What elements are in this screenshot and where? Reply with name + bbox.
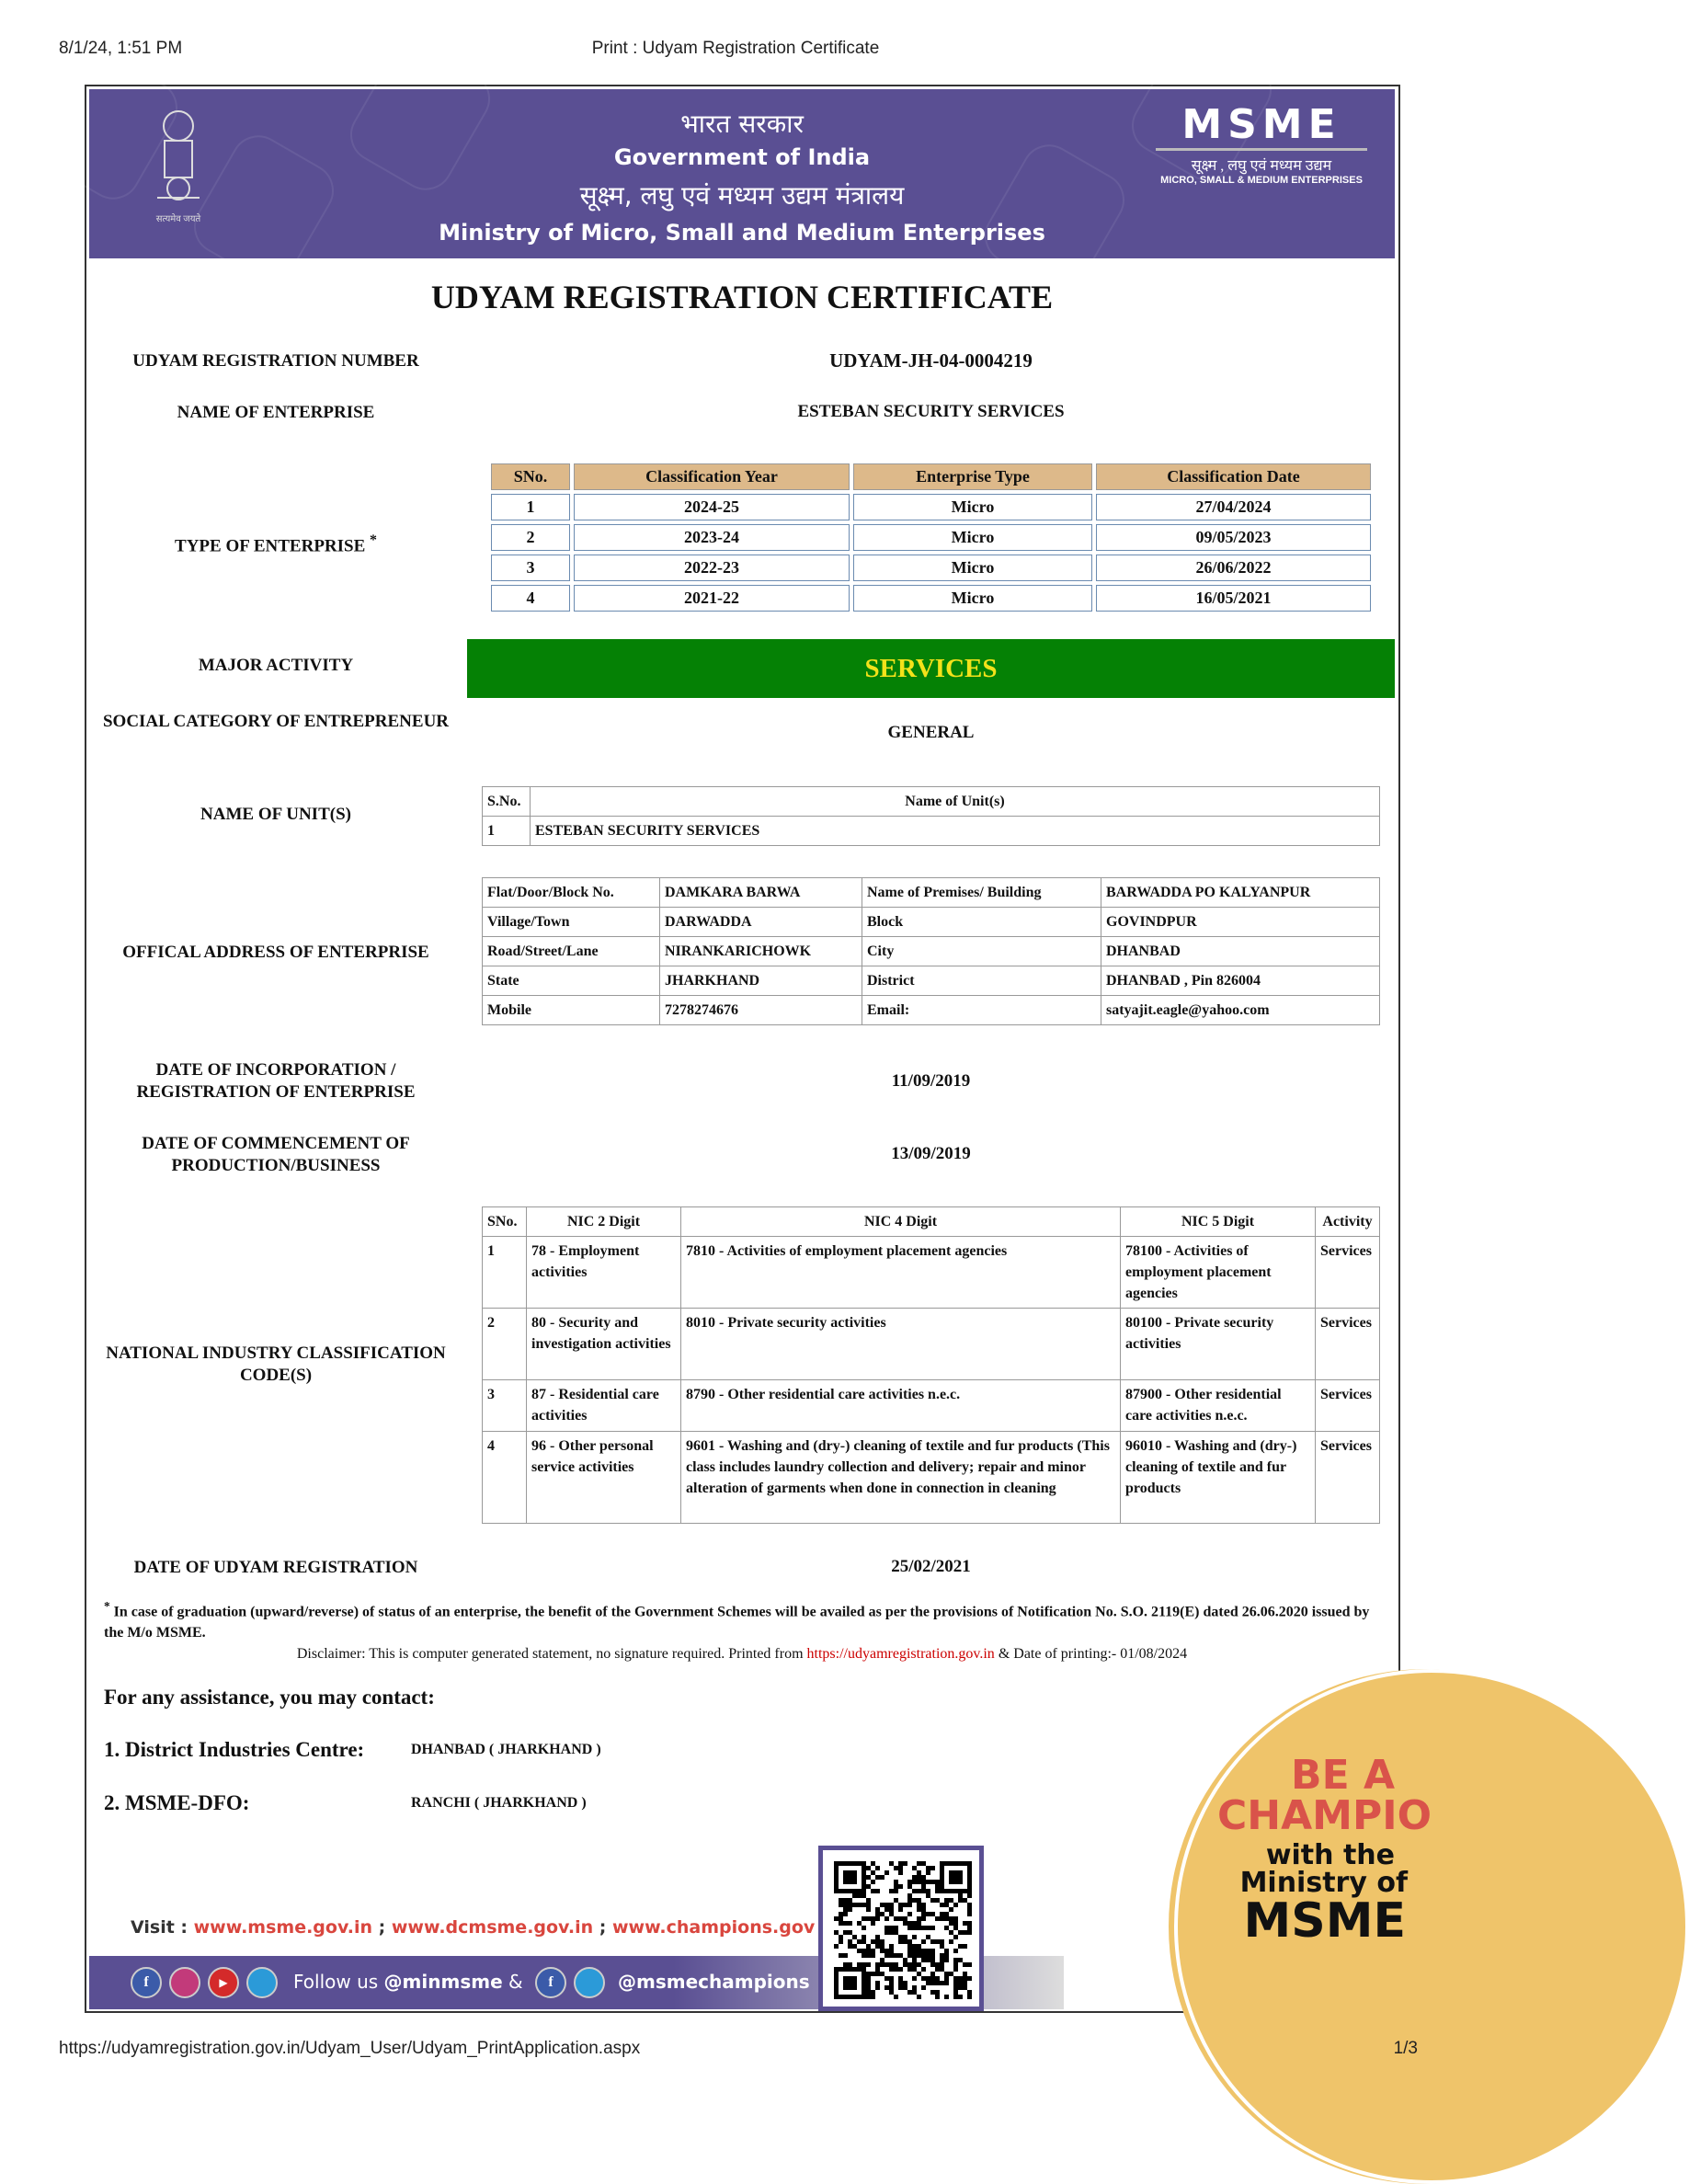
follow-label: Follow us	[293, 1971, 384, 1993]
cell: 87900 - Other residential care activities n.e.c.	[1121, 1380, 1316, 1432]
incorporation-label: DATE OF INCORPORATION / REGISTRATION OF ENTERPRISE	[136, 1060, 416, 1102]
cell: Micro	[853, 585, 1092, 612]
incorporation-date: 11/09/2019	[891, 1071, 971, 1091]
asterisk: *	[104, 1599, 110, 1613]
cell: Name of Premises/ Building	[862, 878, 1101, 908]
commencement-label: DATE OF COMMENCEMENT OF PRODUCTION/BUSINESS	[142, 1134, 410, 1175]
cell: Micro	[853, 494, 1092, 520]
cell: Email:	[862, 996, 1101, 1025]
dfo-label: 2. MSME-DFO:	[104, 1791, 250, 1814]
nic-table	[482, 1206, 1380, 1524]
cell: 78100 - Activities of employment placement agencies	[1121, 1237, 1316, 1309]
msme-link[interactable]: www.msme.gov.in	[193, 1917, 373, 1938]
champ-line: Ministry of	[1239, 1867, 1408, 1899]
cell: GOVINDPUR	[1101, 908, 1380, 937]
contact-heading: For any assistance, you may contact:	[104, 1686, 435, 1709]
enterprise-name-label: NAME OF ENTERPRISE	[177, 403, 375, 422]
cell: Services	[1316, 1380, 1380, 1432]
table-row	[483, 1309, 1380, 1380]
cell: satyajit.eagle@yahoo.com	[1101, 996, 1380, 1025]
dfo-value: RANCHI ( JHARKHAND )	[411, 1795, 587, 1811]
cell: 4	[483, 1432, 527, 1524]
reg-no-label: UDYAM REGISTRATION NUMBER	[132, 351, 419, 371]
cell: DHANBAD	[1101, 937, 1380, 966]
print-datetime: 8/1/24, 1:51 PM	[59, 39, 183, 58]
column-header: NIC 5 Digit	[1121, 1207, 1316, 1237]
major-activity-value: SERVICES	[467, 639, 1395, 698]
msme-logo	[1156, 102, 1367, 186]
units-table	[482, 786, 1380, 846]
ministry-name: Ministry of Micro, Small and Medium Enterprises	[439, 220, 1045, 246]
cell: District	[862, 966, 1101, 996]
visit-label: Visit :	[131, 1917, 194, 1938]
visit-links: Visit : www.msme.gov.in ; www.dcmsme.gov.in ; www.champions.gov	[131, 1917, 816, 1938]
cell: Block	[862, 908, 1101, 937]
amp: &	[502, 1971, 523, 1993]
cell: ESTEBAN SECURITY SERVICES	[531, 817, 1380, 846]
udyam-date-value: 25/02/2021	[891, 1557, 971, 1576]
reg-no-value: UDYAM-JH-04-0004219	[829, 349, 1033, 372]
cell: 96 - Other personal service activities	[527, 1432, 681, 1524]
header-banner	[89, 89, 1395, 258]
social-category-label: SOCIAL CATEGORY OF ENTREPRENEUR	[102, 712, 450, 731]
cell: 26/06/2022	[1096, 555, 1371, 581]
cell: 8010 - Private security activities	[681, 1309, 1121, 1380]
table-row	[491, 555, 1371, 581]
cell: DHANBAD , Pin 826004	[1101, 966, 1380, 996]
column-header: NIC 2 Digit	[527, 1207, 681, 1237]
cell: 2	[483, 1309, 527, 1380]
certificate-title: UDYAM REGISTRATION CERTIFICATE	[430, 279, 1054, 315]
dic-value: DHANBAD ( JHARKHAND )	[411, 1742, 601, 1757]
follow-us	[293, 1971, 523, 1993]
facebook-icon[interactable]: f	[535, 1967, 566, 1998]
cell: 1	[483, 1237, 527, 1309]
qr-code-icon	[834, 1861, 972, 1999]
hindi-ministry: सूक्ष्म, लघु एवं मध्यम उद्यम मंत्रालय	[579, 180, 905, 211]
type-label	[101, 530, 451, 557]
table-row	[491, 524, 1371, 551]
activity-label: MAJOR ACTIVITY	[198, 656, 354, 675]
footnote	[89, 1595, 1395, 1643]
table-header-row	[491, 463, 1371, 490]
twitter-icon[interactable]	[574, 1967, 605, 1998]
cell: 2	[491, 524, 570, 551]
cell: 27/04/2024	[1096, 494, 1371, 520]
instagram-icon[interactable]	[169, 1967, 200, 1998]
column-header: Name of Unit(s)	[531, 787, 1380, 817]
cell: 80 - Security and investigation activities	[527, 1309, 681, 1380]
cell: 78 - Employment activities	[527, 1237, 681, 1309]
cell: 9601 - Washing and (dry-) cleaning of textile and fur products (This class includes laundry collection and delivery; repair and minor alteration of garments when done in connection in cleaning	[681, 1432, 1121, 1524]
champ-line: with the	[1265, 1839, 1395, 1871]
udyam-date-label: DATE OF UDYAM REGISTRATION	[133, 1558, 418, 1577]
cell: BARWADDA PO KALYANPUR	[1101, 878, 1380, 908]
champions-link[interactable]: www.champions.gov	[611, 1917, 816, 1938]
cell: State	[483, 966, 660, 996]
handle-minmsme[interactable]: @minmsme	[383, 1971, 503, 1993]
cell: 09/05/2023	[1096, 524, 1371, 551]
handle-msmechampions[interactable]: @msmechampions	[618, 1971, 810, 1993]
address-label: OFFICAL ADDRESS OF ENTERPRISE	[122, 943, 429, 962]
emblem-motto: सत्यमेव जयते	[155, 214, 201, 224]
govt-of-india: Government of India	[613, 144, 871, 170]
table-row	[483, 1237, 1380, 1309]
cell: 80100 - Private security activities	[1121, 1309, 1316, 1380]
enterprise-name-value: ESTEBAN SECURITY SERVICES	[797, 402, 1065, 421]
units-label: NAME OF UNIT(S)	[200, 805, 351, 824]
cell: 2024-25	[574, 494, 850, 520]
table-row	[483, 817, 1380, 846]
print-title: Print : Udyam Registration Certificate	[591, 39, 880, 58]
disclaimer	[89, 1646, 1395, 1663]
type-label-text: TYPE OF ENTERPRISE	[175, 536, 366, 556]
cell: Services	[1316, 1432, 1380, 1524]
page-number: 1/3	[1393, 2039, 1418, 2058]
table-row	[491, 585, 1371, 612]
cell: 4	[491, 585, 570, 612]
cell: JHARKHAND	[660, 966, 862, 996]
cell: 7810 - Activities of employment placement agencies	[681, 1237, 1121, 1309]
youtube-icon[interactable]: ▶	[208, 1967, 239, 1998]
msme-logo-text: MSME	[1156, 102, 1367, 151]
champions-banner	[89, 1669, 1432, 2011]
cell: Flat/Door/Block No.	[483, 878, 660, 908]
table-row	[491, 494, 1371, 520]
table-row	[483, 1432, 1380, 1524]
table-row	[483, 937, 1380, 966]
cell: 2023-24	[574, 524, 850, 551]
cell: 96010 - Washing and (dry-) cleaning of textile and fur products	[1121, 1432, 1316, 1524]
cell: 87 - Residential care activities	[527, 1380, 681, 1432]
commencement-date: 13/09/2019	[891, 1144, 971, 1163]
cell: 16/05/2021	[1096, 585, 1371, 612]
column-header: Activity	[1316, 1207, 1380, 1237]
champ-line: BE A	[1291, 1752, 1395, 1799]
cell: Mobile	[483, 996, 660, 1025]
cell: Village/Town	[483, 908, 660, 937]
cell: Micro	[853, 555, 1092, 581]
cell: Services	[1316, 1237, 1380, 1309]
cell: DARWADDA	[660, 908, 862, 937]
twitter-icon[interactable]	[246, 1967, 278, 1998]
champ-line: CHAMPIO	[1217, 1792, 1432, 1839]
dcmsme-link[interactable]: www.dcmsme.gov.in	[391, 1917, 594, 1938]
cell: NIRANKARICHOWK	[660, 937, 862, 966]
cell: 1	[483, 817, 531, 846]
cell: City	[862, 937, 1101, 966]
qr-code	[818, 1846, 984, 2011]
column-header: Classification Year	[574, 463, 850, 490]
cell: DAMKARA BARWA	[660, 878, 862, 908]
cell: 7278274676	[660, 996, 862, 1025]
table-row	[483, 996, 1380, 1025]
udyam-link[interactable]: https://udyamregistration.gov.in	[806, 1646, 995, 1662]
champ-line: MSME	[1243, 1893, 1406, 1949]
table-row	[483, 966, 1380, 996]
cell: 8790 - Other residential care activities n.e.c.	[681, 1380, 1121, 1432]
msme-logo-sub: MICRO, SMALL & MEDIUM ENTERPRISES	[1160, 175, 1363, 186]
hindi-govt: भारत सरकार	[680, 109, 804, 139]
column-header: NIC 4 Digit	[681, 1207, 1121, 1237]
classification-table	[487, 460, 1375, 615]
facebook-icon[interactable]: f	[131, 1967, 162, 1998]
disclaimer-text: Disclaimer: This is computer generated statement, no signature required. Printed from	[296, 1646, 807, 1662]
cell: 3	[491, 555, 570, 581]
table-row	[483, 908, 1380, 937]
table-row	[483, 878, 1380, 908]
address-table	[482, 877, 1380, 1025]
column-header: S.No.	[483, 787, 531, 817]
printing-date: & Date of printing:- 01/08/2024	[994, 1646, 1188, 1662]
column-header: Classification Date	[1096, 463, 1371, 490]
cell: 2022-23	[574, 555, 850, 581]
champions-text	[1217, 1752, 1432, 1949]
column-header: SNo.	[483, 1207, 527, 1237]
footnote-text: In case of graduation (upward/reverse) of status of an enterprise, the benefit of the Government Schemes will be availed as per the provisions of Notification No. S.O. 2119(E) dated 26.06.2020 issued by the M/o MSME.	[104, 1604, 1370, 1641]
cell: 2021-22	[574, 585, 850, 612]
cell: Micro	[853, 524, 1092, 551]
dic-label: 1. District Industries Centre:	[104, 1738, 365, 1761]
nic-label: NATIONAL INDUSTRY CLASSIFICATION CODE(S)	[106, 1344, 446, 1385]
table-row	[483, 1380, 1380, 1432]
cell: Services	[1316, 1309, 1380, 1380]
msme-logo-hindi: सूक्ष्म , लघु एवं मध्यम उद्यम	[1191, 158, 1332, 174]
cell: 3	[483, 1380, 527, 1432]
social-category-value: GENERAL	[887, 723, 975, 742]
column-header: Enterprise Type	[853, 463, 1092, 490]
cell: Road/Street/Lane	[483, 937, 660, 966]
cell: 1	[491, 494, 570, 520]
column-header: SNo.	[491, 463, 570, 490]
asterisk: *	[370, 532, 377, 548]
print-url: https://udyamregistration.gov.in/Udyam_User/Udyam_PrintApplication.aspx	[59, 2039, 641, 2058]
